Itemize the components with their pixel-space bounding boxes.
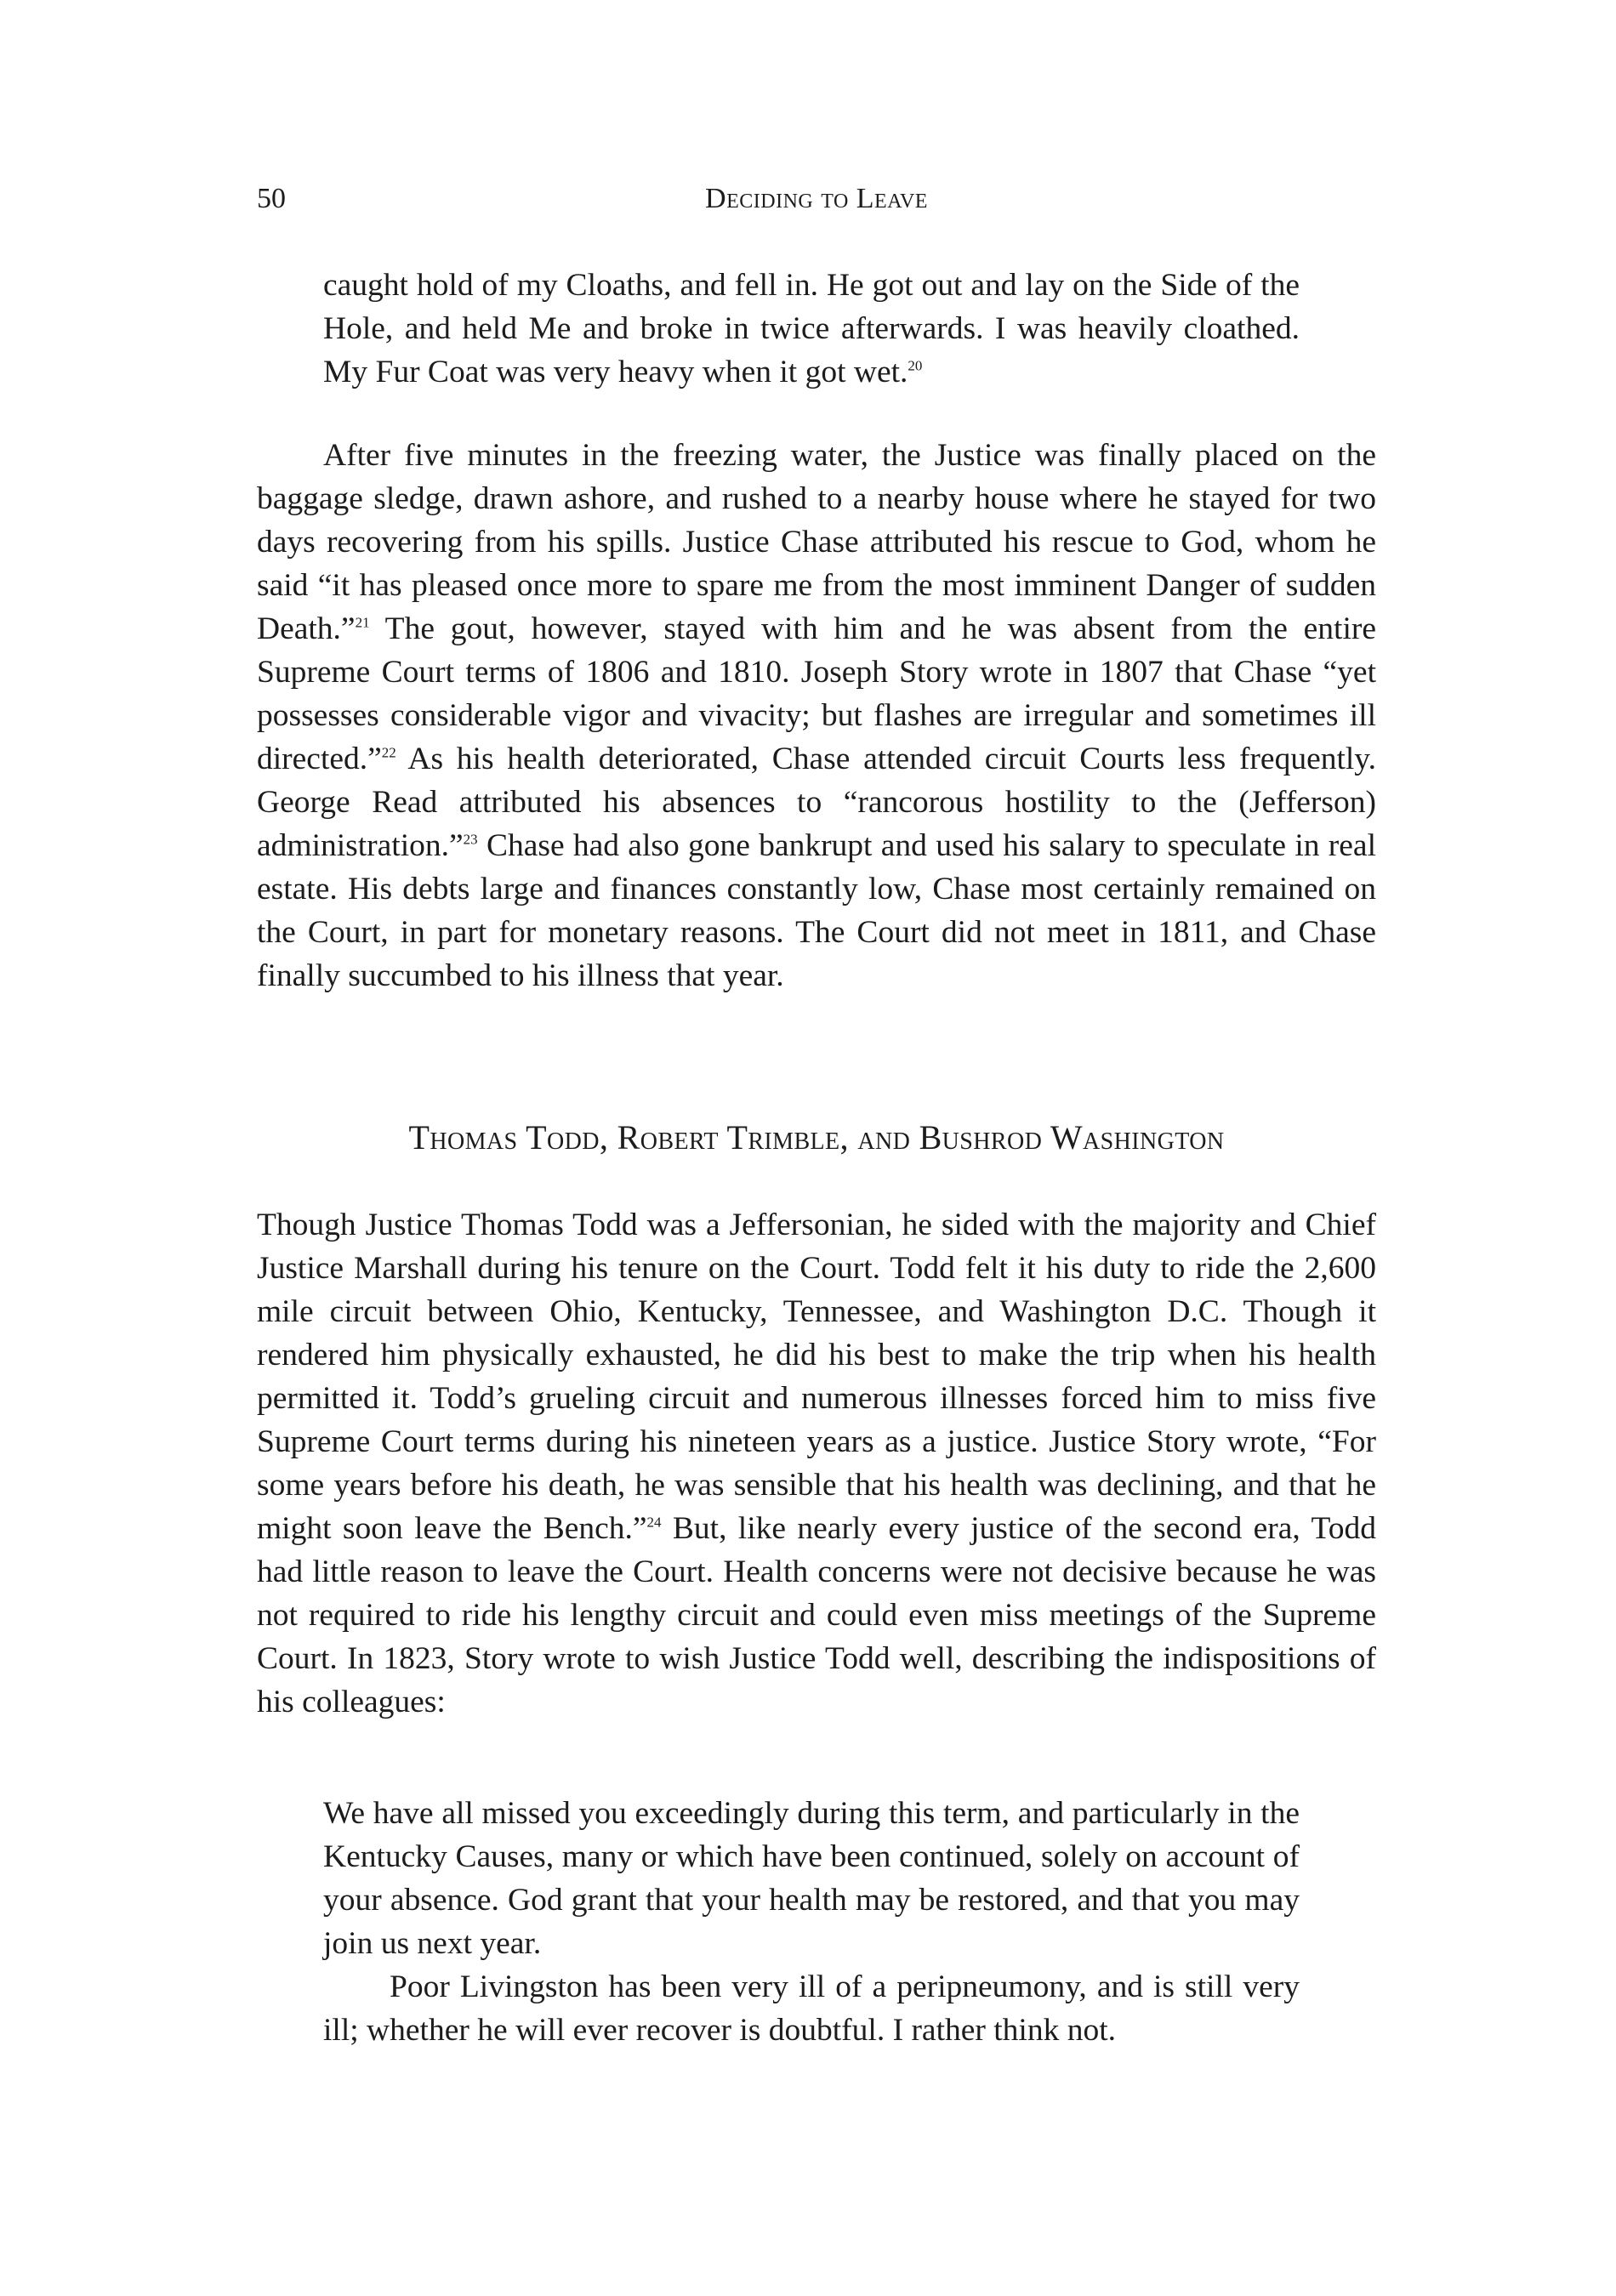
paragraph-text: After five minutes in the freezing water, the Justice was finally placed on the baggage sledge, drawn ashore, and rushed to a nearby house where he stayed for two days recovering from his spills. Justice Chase attributed his rescue to God, whom he said “it has pleased once more to spare me from the most imminent Danger of sudden Death.” [257,438,1376,646]
paragraph-text: Chase had also gone bankrupt and used his salary to speculate in real estate. His debts large and finances constantly low, Chase most certainly remained on the Court, in part for monetary reasons. The Court did not meet in 1811, and Chase finally succumbed to his illness that year. [257,828,1376,993]
quote-text: caught hold of my Cloaths, and fell in. He got out and lay on the Side of the Hole, and held Me and broke in twice afterwards. I was heavily cloathed. My Fur Coat was very heavy when it got wet. [323,268,1300,389]
paragraph-text: But, like nearly every justice of the second era, Todd had little reason to leave the Court. Health concerns were not decisive because he was not required to ride his lengthy circuit and could even miss meetings of the Supreme Court. In 1823, Story wrote to wish Justice Todd well, describing the indispositions of his colleagues: [257,1511,1376,1719]
running-title: Deciding to Leave [705,183,928,214]
paragraph-text: The gout, however, stayed with him and he was absent from the entire Supreme Court terms of 1806 and 1810. Joseph Story wrote in 1807 that Chase “yet possesses considerable vigor and vivacity; but flashes are irregular and sometimes ill directed.” [257,611,1376,776]
paragraph-text: As his health deteriorated, Chase attended circuit Courts less frequently. George Read attributed his absences to “rancorous hostility to the (Jefferson) administration.” [257,742,1376,863]
footnote-ref-24[interactable]: 24 [646,1514,662,1531]
section-heading: Thomas Todd, Robert Trimble, and Bushrod Washington [408,1118,1225,1157]
quote-paragraph: Poor Livingston has been very ill of a peripneumony, and is still very ill; whether he will ever recover is doubtful. I rather think not. [323,1969,1300,2048]
page-number: 50 [257,183,286,214]
paragraph-todd [257,1203,1376,1724]
running-head [257,177,1376,221]
footnote-ref-20[interactable]: 20 [908,357,923,374]
footnote-ref-22[interactable]: 22 [381,744,396,761]
block-quote-chase [323,264,1300,394]
block-quote-story-letter [323,1792,1300,2052]
footnote-ref-23[interactable]: 23 [463,831,478,848]
paragraph-text: Though Justice Thomas Todd was a Jeffersonian, he sided with the majority and Chief Justice Marshall during his tenure on the Court. Todd felt it his duty to ride the 2,600 mile circuit between Ohio, Kentucky, Tennessee, and Washington D.C. Though it rendered him physically exhausted, he did his best to make the trip when his health permitted it. Todd’s grueling circuit and numerous illnesses forced him to miss five Supreme Court terms during his nineteen years as a justice. Justice Story wrote, “For some years before his death, he was sensible that his health was declining, and that he might soon leave the Bench.” [257,1208,1376,1546]
paragraph-chase-illness [257,434,1376,997]
footnote-ref-21[interactable]: 21 [355,614,370,631]
quote-paragraph: We have all missed you exceedingly during this term, and particularly in the Kentucky Causes, many or which have been continued, solely on account of your absence. God grant that your health may be restored, and that you may join us next year. [323,1796,1300,1961]
